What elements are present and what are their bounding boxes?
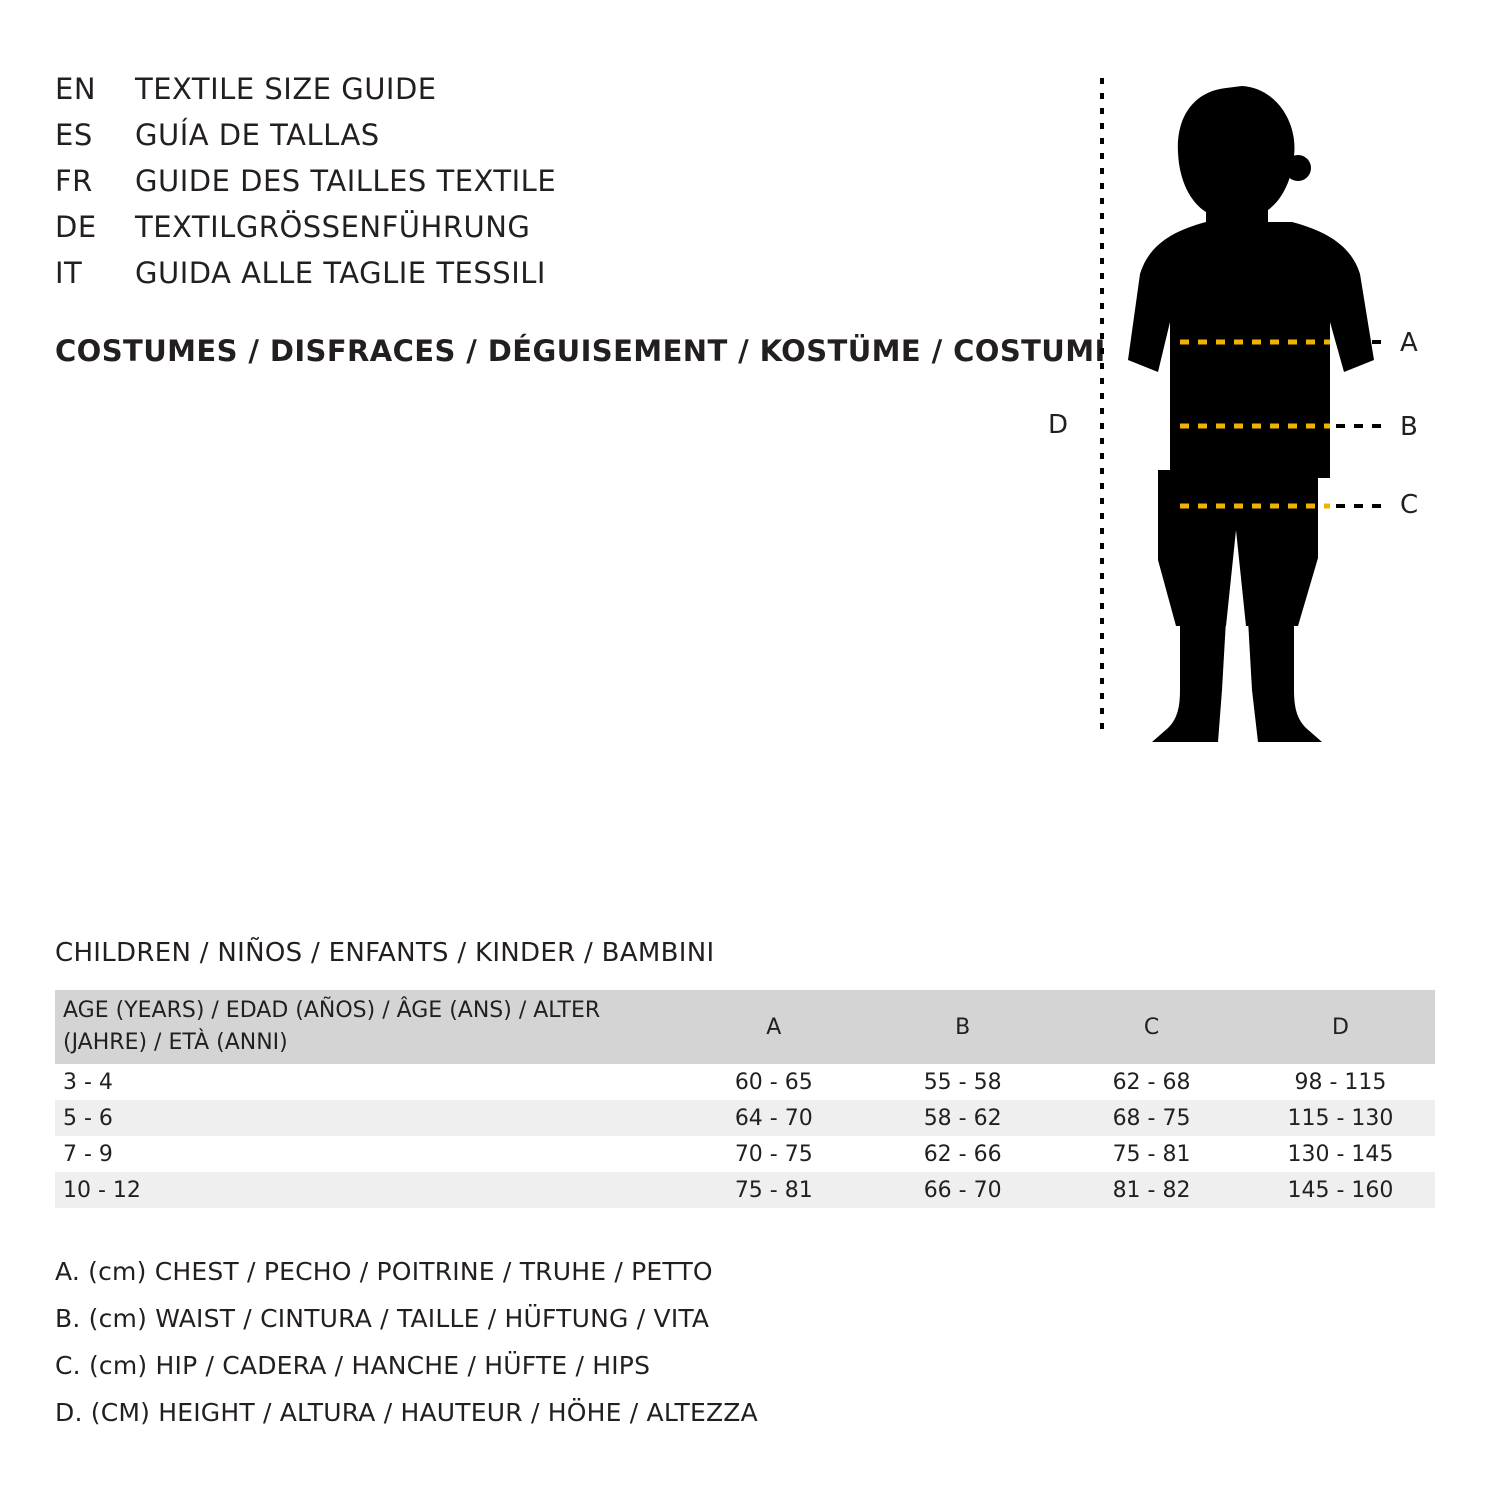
costumes-subtitle: COSTUMES / DISFRACES / DÉGUISEMENT / KOSTÜME / COSTUMI: [55, 334, 1106, 368]
figure-label-c: C: [1400, 490, 1419, 520]
legend-item-d: D. (CM) HEIGHT / ALTURA / HAUTEUR / HÖHE / ALTEZZA: [55, 1398, 758, 1427]
cell-b: 66 - 70: [868, 1172, 1057, 1208]
language-title-block: [55, 72, 1015, 302]
header-b: B: [868, 990, 1057, 1064]
silhouette-body: [1128, 86, 1374, 742]
cell-d: 115 - 130: [1246, 1100, 1435, 1136]
language-code-it: IT: [55, 256, 83, 290]
cell-age: 5 - 6: [55, 1100, 679, 1136]
table-row: [55, 1100, 1435, 1136]
legend-item-c: C. (cm) HIP / CADERA / HANCHE / HÜFTE / HIPS: [55, 1351, 651, 1380]
language-text-fr: GUIDE DES TAILLES TEXTILE: [135, 164, 557, 198]
header-c: C: [1057, 990, 1246, 1064]
cell-c: 68 - 75: [1057, 1100, 1246, 1136]
language-text-de: TEXTILGRÖSSENFÜHRUNG: [135, 210, 531, 244]
size-table-head: [55, 990, 1435, 1064]
table-row: [55, 1064, 1435, 1100]
language-code-en: EN: [55, 72, 97, 106]
header-age: AGE (YEARS) / EDAD (AÑOS) / ÂGE (ANS) / ALTER (JAHRE) / ETÀ (ANNI): [55, 990, 679, 1064]
cell-b: 62 - 66: [868, 1136, 1057, 1172]
size-table-body: [55, 1064, 1435, 1208]
language-code-fr: FR: [55, 164, 93, 198]
table-header-row: [55, 990, 1435, 1064]
size-table: [55, 990, 1435, 1208]
cell-age: 10 - 12: [55, 1172, 679, 1208]
language-row-es: [55, 118, 1015, 164]
cell-age: 3 - 4: [55, 1064, 679, 1100]
language-row-fr: [55, 164, 1015, 210]
legend-item-a: A. (cm) CHEST / PECHO / POITRINE / TRUHE / PETTO: [55, 1257, 713, 1286]
cell-a: 75 - 81: [679, 1172, 868, 1208]
table-row: [55, 1136, 1435, 1172]
table-row: [55, 1172, 1435, 1208]
cell-d: 145 - 160: [1246, 1172, 1435, 1208]
cell-a: 70 - 75: [679, 1136, 868, 1172]
header-a: A: [679, 990, 868, 1064]
measurement-legend: [55, 1248, 1055, 1436]
language-row-de: [55, 210, 1015, 256]
measurement-figure: [1030, 60, 1460, 760]
legend-item-b: B. (cm) WAIST / CINTURA / TAILLE / HÜFTUNG / VITA: [55, 1304, 710, 1333]
language-row-en: [55, 72, 1015, 118]
cell-a: 60 - 65: [679, 1064, 868, 1100]
language-text-en: TEXTILE SIZE GUIDE: [135, 72, 437, 106]
cell-d: 130 - 145: [1246, 1136, 1435, 1172]
cell-c: 62 - 68: [1057, 1064, 1246, 1100]
language-row-it: [55, 256, 1015, 302]
language-text-es: GUÍA DE TALLAS: [135, 118, 380, 152]
child-silhouette-icon: [1030, 60, 1460, 760]
language-code-de: DE: [55, 210, 97, 244]
table-section-title: CHILDREN / NIÑOS / ENFANTS / KINDER / BAMBINI: [55, 938, 715, 968]
cell-c: 75 - 81: [1057, 1136, 1246, 1172]
cell-a: 64 - 70: [679, 1100, 868, 1136]
cell-age: 7 - 9: [55, 1136, 679, 1172]
cell-d: 98 - 115: [1246, 1064, 1435, 1100]
language-code-es: ES: [55, 118, 93, 152]
cell-b: 55 - 58: [868, 1064, 1057, 1100]
figure-label-b: B: [1400, 412, 1418, 442]
language-text-it: GUIDA ALLE TAGLIE TESSILI: [135, 256, 546, 290]
figure-label-a: A: [1400, 328, 1418, 358]
header-d: D: [1246, 990, 1435, 1064]
figure-label-d: D: [1048, 410, 1069, 440]
cell-c: 81 - 82: [1057, 1172, 1246, 1208]
cell-b: 58 - 62: [868, 1100, 1057, 1136]
